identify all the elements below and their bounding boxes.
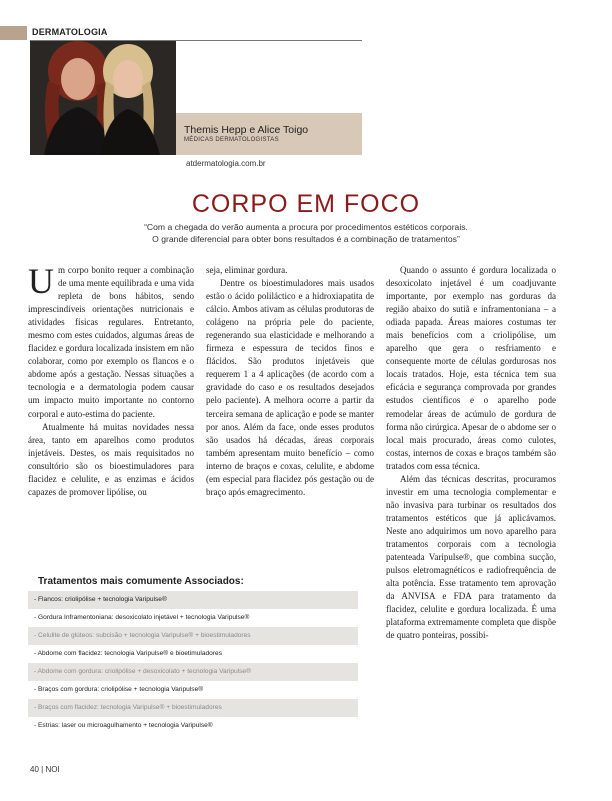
treatments-table-title: Tratamentos mais comumente Associados: — [38, 576, 244, 587]
treatment-row: - Abdome com gordura: criolipólise + desoxicolato + tecnologia Varipulse® — [28, 663, 358, 681]
paragraph-novidades: Atualmente há muitas novidades nessa área, tanto em aparelhos como produtos injetáveis. Destes, os mais requisitados no consultório são os bioestimuladores para flacidez e celulite, e as enzimas e ácidos capazes de promover lipólise, ou — [28, 421, 194, 497]
article-subtitle — [60, 222, 552, 245]
authors-photo — [30, 41, 176, 155]
page-number: 40 — [30, 765, 39, 774]
page-footer — [30, 765, 60, 774]
dropcap-letter: U — [28, 261, 54, 301]
article-column-3 — [386, 264, 556, 642]
author-names: Themis Hepp e Alice Toigo — [184, 124, 309, 136]
treatments-table — [28, 591, 358, 735]
treatment-row: - Braços com flacidez: tecnologia Varipulse® + bioestimuladores — [28, 699, 358, 717]
article-column-2 — [206, 264, 374, 499]
section-tab-marker — [0, 26, 27, 40]
paragraph-intro-text: m corpo bonito requer a combinação de uma mente equilibrada e uma vida repleta de bons hábitos, sendo imprescindíveis orientações nutricionais e atividades físicas regulares. Entretanto, mesmo com estes cuidados, algumas áreas de flacidez e gordura localizada insistem em não colaborar, como por exemplo os flancos e o abdome após a gestação. Nessas situações a tecnologia e a dermatologia podem causar um impacto muito importante no contorno corporal e auto-estima do paciente. — [28, 265, 194, 419]
treatment-row: - Abdome com flacidez: tecnologia Varipulse® e bioetimuladores — [34, 650, 222, 657]
author-caption-box — [176, 113, 362, 155]
treatment-row: - Celulite de glúteos: subcisão + tecnologia Varipulse® + bioestimuladores — [28, 627, 358, 645]
author-role: MÉDICAS DERMATOLOGISTAS — [184, 137, 279, 143]
treatment-row: - Flancos: criolipólise + tecnologia Varipulse® — [28, 591, 358, 609]
article-column-1 — [28, 261, 194, 499]
authors-photo-illustration — [30, 41, 176, 155]
treatment-row: - Braços com gordura: criolipólise + tecnologia Varipulse® — [34, 686, 204, 693]
article-subtitle-line-1: “Com a chegada do verão aumenta a procura por procedimentos estéticos corporais. — [144, 222, 468, 232]
paragraph-continuation: seja, eliminar gordura. — [206, 265, 288, 275]
footer-separator: | — [41, 765, 44, 774]
paragraph-bioestimuladores: Dentre os bioestimuladores mais usados estão o ácido poliláctico e a hidroxiapatita de cálcio. Ambos ativam as células produtoras de colágeno na própria pele do paciente, regenerando sua elasticidade e melhorando a firmeza e espessura de tecidos finos e flácidos. São produtos injetáveis que requerem 1 a 4 aplicações (de acordo com a gravidade do caso e os resultados desejados pelo paciente). A melhora ocorre a partir da terceira semana de aplicação e pode se manter por anos. Além da face, onde esses produtos são usados há décadas, áreas corporais também apresentam muito benefício – como interno de braços e coxas, celulite, e abdome (em especial para flacidez pós gestação ou de braço após emagrecimento. — [206, 278, 374, 497]
article-subtitle-line-2: O grande diferencial para obter bons resultados é a combinação de tratamentos” — [152, 233, 460, 244]
paragraph-gordura-localizada: Quando o assunto é gordura localizada o desoxicolato injetável é um coadjuvante importante, por exemplo nas gorduras da região abaixo do sutiã e inframentoniana – a odiada papada. Áreas maiores costumas ter mais benefícios com a criolipólise, um aparelho que gera o resfriamento e consequente morte de células gordurosas nos locais tratados. Hoje, esta técnica tem sua eficácia e segurança comprovada por grandes estudos científicos e o aparelho pode remodelar áreas de acúmulo de gordura de forma não cirúrgica. Apesar de o abdome ser o local mais procurado, áreas como culotes, costas, internos de coxas e braços também são tratados com essa técnica. — [386, 265, 556, 471]
paragraph-intro — [28, 261, 194, 421]
magazine-name: NOI — [45, 765, 60, 774]
treatment-row: - Gordura Inframentoniana: desoxicolato injetável + tecnologia Varipulse® — [34, 614, 250, 621]
article-title: CORPO EM FOCO — [191, 190, 421, 218]
author-website-link[interactable]: atdermatologia.com.br — [186, 159, 266, 168]
treatment-row: - Estrias: laser ou microagulhamento + tecnologia Varipulse® — [34, 722, 213, 729]
section-label: DERMATOLOGIA — [32, 27, 108, 37]
paragraph-varipulse: Além das técnicas descritas, procuramos investir em uma tecnologia complementar e não invasiva para turbinar os resultados dos tratamentos estéticos que já aplicávamos. Neste ano adquirimos um novo aparelho para tratamentos corporais com a tecnologia patenteada Varipulse®, que combina sucção, pulsos eletromagnéticos e radiofrequência de alta potência. Esse tratamento tem aprovação da ANVISA e FDA para tratamento da flacidez, celulite e gordura localizada. É uma plataforma extremamente completa que dispõe de quatro ponteiras, possibi- — [386, 473, 556, 641]
